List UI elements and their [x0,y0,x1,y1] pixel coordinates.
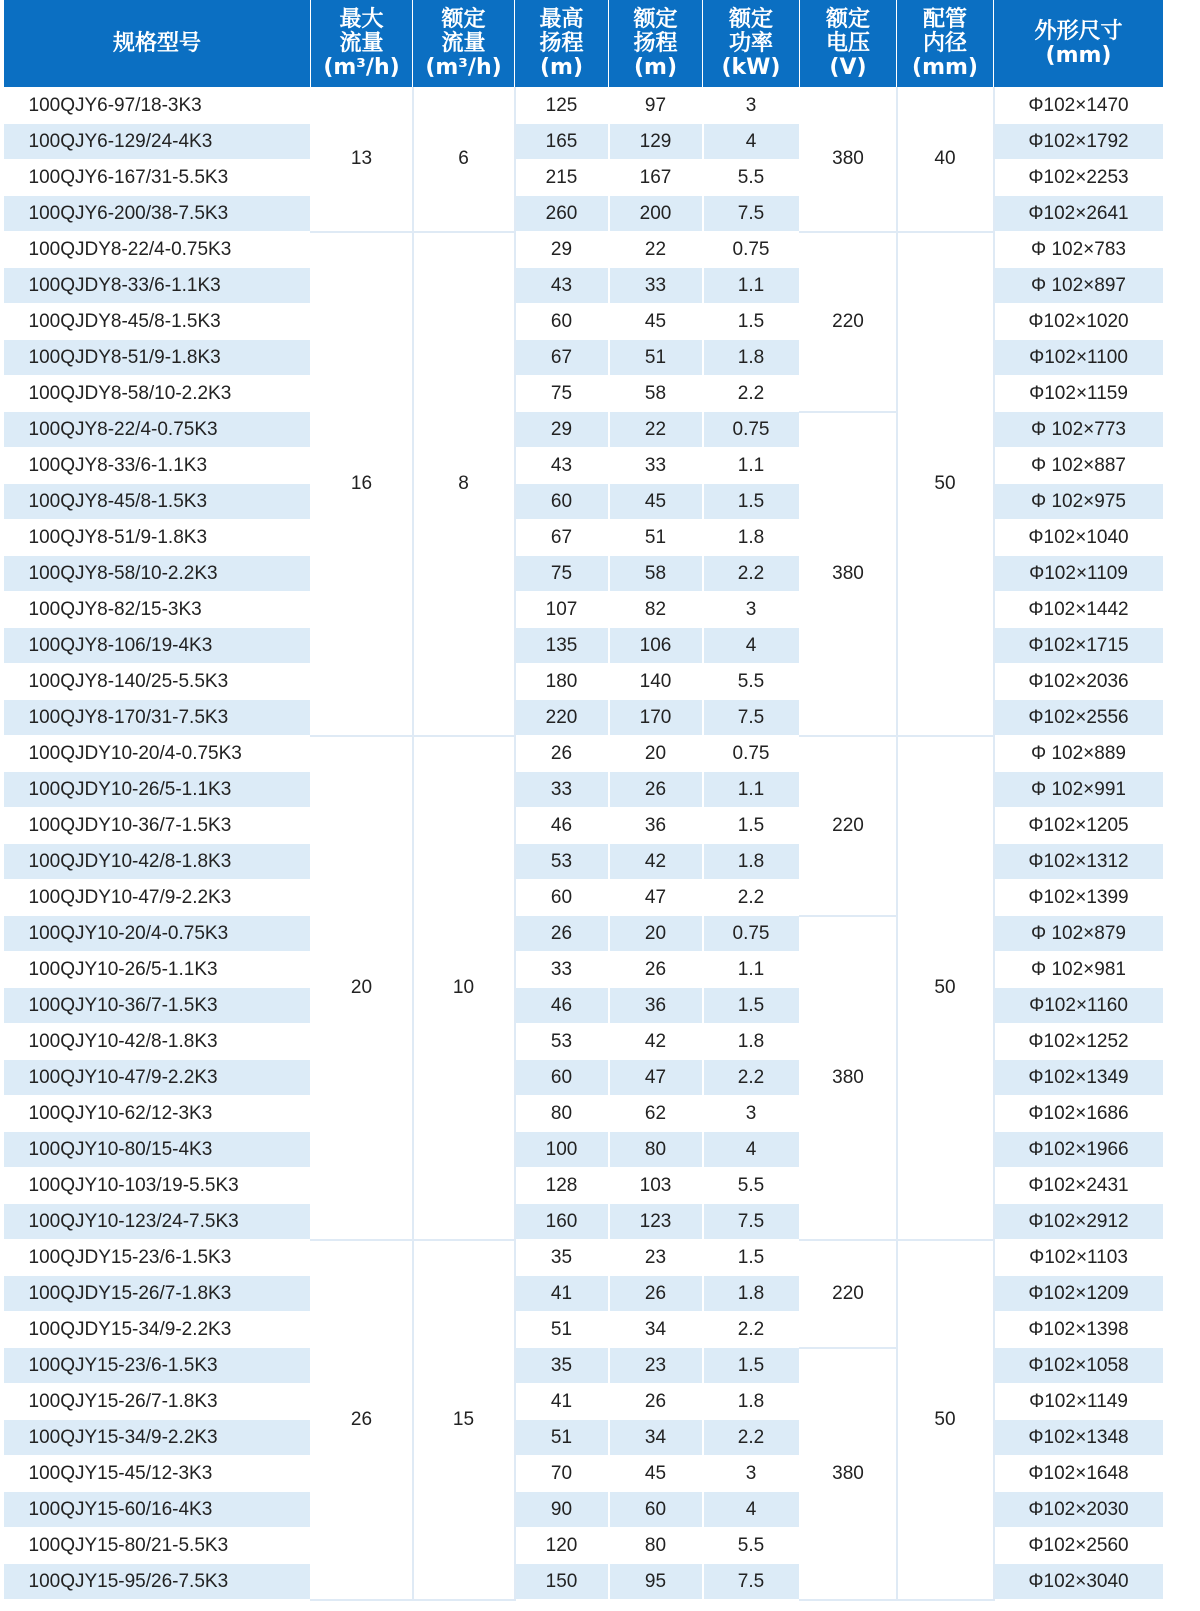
cell-rated-head: 47 [609,1060,703,1096]
cell-rated-power: 0.75 [703,412,800,448]
cell-rated-power: 7.5 [703,1204,800,1240]
cell-dimensions: Φ102×2560 [994,1528,1164,1564]
cell-model: 100QJDY8-45/8-1.5K3 [4,304,311,340]
cell-model: 100QJY10-26/5-1.1K3 [4,952,311,988]
cell-dimensions: Φ102×1159 [994,376,1164,412]
cell-model: 100QJY8-45/8-1.5K3 [4,484,311,520]
cell-max-head: 33 [515,952,609,988]
cell-model: 100QJY15-95/26-7.5K3 [4,1564,311,1600]
cell-rated-head: 47 [609,880,703,916]
cell-dimensions: Φ102×1149 [994,1384,1164,1420]
cell-model: 100QJY8-170/31-7.5K3 [4,700,311,736]
cell-pipe-diameter: 50 [897,1240,994,1600]
cell-max-head: 150 [515,1564,609,1600]
header-dimensions: 外形尺寸 (mm) [994,0,1164,88]
cell-dimensions: Φ102×1252 [994,1024,1164,1060]
cell-rated-power: 2.2 [703,556,800,592]
table-row [4,232,1164,268]
cell-dimensions: Φ102×1398 [994,1312,1164,1348]
cell-dimensions: Φ102×1792 [994,124,1164,160]
cell-model: 100QJDY10-26/5-1.1K3 [4,772,311,808]
cell-model: 100QJY10-36/7-1.5K3 [4,988,311,1024]
cell-rated-head: 22 [609,412,703,448]
cell-rated-head: 42 [609,844,703,880]
cell-rated-head: 123 [609,1204,703,1240]
cell-rated-head: 36 [609,988,703,1024]
cell-rated-power: 3 [703,88,800,124]
cell-max-head: 128 [515,1168,609,1204]
cell-rated-head: 42 [609,1024,703,1060]
cell-rated-voltage: 380 [800,916,897,1240]
table-row [4,88,1164,124]
cell-rated-head: 23 [609,1348,703,1384]
cell-rated-head: 167 [609,160,703,196]
cell-model: 100QJY6-200/38-7.5K3 [4,196,311,232]
cell-max-head: 215 [515,160,609,196]
cell-dimensions: Φ102×1312 [994,844,1164,880]
cell-dimensions: Φ102×1648 [994,1456,1164,1492]
cell-rated-head: 200 [609,196,703,232]
cell-rated-head: 106 [609,628,703,664]
cell-dimensions: Φ102×1470 [994,88,1164,124]
cell-model: 100QJY15-34/9-2.2K3 [4,1420,311,1456]
cell-model: 100QJDY15-26/7-1.8K3 [4,1276,311,1312]
cell-dimensions: Φ102×2036 [994,664,1164,700]
cell-model: 100QJY6-129/24-4K3 [4,124,311,160]
cell-rated-power: 1.5 [703,808,800,844]
cell-model: 100QJDY10-42/8-1.8K3 [4,844,311,880]
cell-rated-head: 62 [609,1096,703,1132]
cell-rated-power: 5.5 [703,1528,800,1564]
cell-max-head: 53 [515,1024,609,1060]
cell-model: 100QJDY8-22/4-0.75K3 [4,232,311,268]
cell-dimensions: Φ102×1209 [994,1276,1164,1312]
cell-rated-head: 23 [609,1240,703,1276]
cell-model: 100QJY10-20/4-0.75K3 [4,916,311,952]
cell-max-head: 70 [515,1456,609,1492]
cell-max-flow: 20 [311,736,413,1240]
spec-table [3,0,1165,1601]
cell-rated-power: 4 [703,1492,800,1528]
cell-max-head: 60 [515,484,609,520]
table-row [4,1240,1164,1276]
cell-rated-power: 7.5 [703,700,800,736]
cell-rated-power: 4 [703,124,800,160]
cell-rated-power: 1.1 [703,772,800,808]
cell-model: 100QJDY8-58/10-2.2K3 [4,376,311,412]
cell-dimensions: Φ102×2912 [994,1204,1164,1240]
cell-max-head: 51 [515,1420,609,1456]
cell-max-head: 26 [515,736,609,772]
cell-model: 100QJDY15-34/9-2.2K3 [4,1312,311,1348]
cell-rated-power: 7.5 [703,196,800,232]
cell-rated-power: 3 [703,592,800,628]
cell-max-head: 165 [515,124,609,160]
cell-model: 100QJY8-140/25-5.5K3 [4,664,311,700]
header-pipe-diameter: 配管 内径 (mm) [897,0,994,88]
cell-rated-power: 3 [703,1456,800,1492]
cell-model: 100QJY10-123/24-7.5K3 [4,1204,311,1240]
cell-rated-head: 20 [609,916,703,952]
cell-rated-head: 58 [609,556,703,592]
cell-rated-voltage: 220 [800,1240,897,1348]
cell-model: 100QJY8-51/9-1.8K3 [4,520,311,556]
cell-rated-flow: 6 [413,88,515,232]
header-model: 规格型号 [4,0,311,88]
table-body [4,88,1164,1600]
cell-rated-power: 1.8 [703,1384,800,1420]
cell-model: 100QJY10-103/19-5.5K3 [4,1168,311,1204]
cell-dimensions: Φ102×1715 [994,628,1164,664]
cell-rated-power: 1.1 [703,952,800,988]
cell-dimensions: Φ102×1100 [994,340,1164,376]
cell-max-head: 41 [515,1276,609,1312]
cell-max-head: 35 [515,1240,609,1276]
cell-max-head: 67 [515,340,609,376]
cell-max-flow: 13 [311,88,413,232]
cell-model: 100QJY8-106/19-4K3 [4,628,311,664]
cell-dimensions: Φ102×1020 [994,304,1164,340]
cell-model: 100QJDY8-51/9-1.8K3 [4,340,311,376]
cell-model: 100QJY8-33/6-1.1K3 [4,448,311,484]
cell-dimensions: Φ102×2641 [994,196,1164,232]
cell-rated-power: 1.5 [703,988,800,1024]
cell-rated-voltage: 220 [800,736,897,916]
cell-model: 100QJY15-45/12-3K3 [4,1456,311,1492]
cell-dimensions: Φ102×1348 [994,1420,1164,1456]
cell-rated-flow: 8 [413,232,515,736]
header-max-flow: 最大 流量 (m³/h) [311,0,413,88]
cell-rated-power: 0.75 [703,232,800,268]
cell-max-head: 160 [515,1204,609,1240]
cell-dimensions: Φ 102×773 [994,412,1164,448]
cell-rated-head: 51 [609,340,703,376]
cell-rated-head: 51 [609,520,703,556]
cell-rated-head: 45 [609,304,703,340]
header-row [4,0,1164,88]
cell-pipe-diameter: 40 [897,88,994,232]
cell-max-head: 53 [515,844,609,880]
cell-rated-power: 7.5 [703,1564,800,1600]
cell-max-head: 35 [515,1348,609,1384]
cell-max-head: 80 [515,1096,609,1132]
cell-rated-head: 34 [609,1420,703,1456]
cell-max-head: 107 [515,592,609,628]
cell-dimensions: Φ 102×889 [994,736,1164,772]
cell-model: 100QJY6-97/18-3K3 [4,88,311,124]
cell-rated-head: 129 [609,124,703,160]
cell-rated-power: 2.2 [703,880,800,916]
cell-rated-power: 5.5 [703,160,800,196]
cell-dimensions: Φ102×2431 [994,1168,1164,1204]
cell-rated-flow: 15 [413,1240,515,1600]
cell-dimensions: Φ 102×887 [994,448,1164,484]
cell-max-head: 41 [515,1384,609,1420]
cell-rated-head: 36 [609,808,703,844]
cell-dimensions: Φ102×1160 [994,988,1164,1024]
cell-rated-power: 1.5 [703,484,800,520]
cell-rated-head: 33 [609,268,703,304]
cell-rated-head: 60 [609,1492,703,1528]
cell-model: 100QJY15-80/21-5.5K3 [4,1528,311,1564]
cell-model: 100QJY8-82/15-3K3 [4,592,311,628]
cell-max-head: 29 [515,232,609,268]
cell-dimensions: Φ102×2030 [994,1492,1164,1528]
cell-max-head: 60 [515,1060,609,1096]
cell-rated-head: 20 [609,736,703,772]
cell-max-head: 220 [515,700,609,736]
cell-rated-power: 4 [703,628,800,664]
cell-dimensions: Φ 102×975 [994,484,1164,520]
cell-max-head: 43 [515,268,609,304]
cell-dimensions: Φ102×1040 [994,520,1164,556]
cell-rated-power: 2.2 [703,1420,800,1456]
header-rated-head: 额定 扬程 (m) [609,0,703,88]
cell-rated-power: 1.1 [703,268,800,304]
cell-model: 100QJDY10-47/9-2.2K3 [4,880,311,916]
cell-dimensions: Φ102×1442 [994,592,1164,628]
cell-dimensions: Φ102×1349 [994,1060,1164,1096]
cell-max-flow: 16 [311,232,413,736]
cell-model: 100QJDY8-33/6-1.1K3 [4,268,311,304]
cell-rated-power: 1.5 [703,1240,800,1276]
cell-model: 100QJY15-26/7-1.8K3 [4,1384,311,1420]
cell-max-head: 46 [515,988,609,1024]
cell-dimensions: Φ102×1103 [994,1240,1164,1276]
cell-dimensions: Φ 102×897 [994,268,1164,304]
cell-model: 100QJDY10-36/7-1.5K3 [4,808,311,844]
table-row [4,736,1164,772]
header-rated-power: 额定 功率 (kW) [703,0,800,88]
cell-dimensions: Φ102×1399 [994,880,1164,916]
cell-rated-head: 26 [609,1384,703,1420]
cell-max-head: 60 [515,304,609,340]
cell-max-head: 67 [515,520,609,556]
cell-dimensions: Φ102×3040 [994,1564,1164,1600]
cell-dimensions: Φ 102×783 [994,232,1164,268]
cell-rated-head: 26 [609,1276,703,1312]
cell-rated-head: 170 [609,700,703,736]
cell-model: 100QJY10-80/15-4K3 [4,1132,311,1168]
cell-rated-power: 1.8 [703,844,800,880]
cell-max-head: 29 [515,412,609,448]
cell-rated-power: 5.5 [703,664,800,700]
cell-dimensions: Φ102×1109 [994,556,1164,592]
cell-model: 100QJY10-47/9-2.2K3 [4,1060,311,1096]
cell-rated-power: 0.75 [703,736,800,772]
cell-model: 100QJY10-42/8-1.8K3 [4,1024,311,1060]
cell-dimensions: Φ102×1686 [994,1096,1164,1132]
cell-rated-head: 140 [609,664,703,700]
cell-rated-flow: 10 [413,736,515,1240]
cell-model: 100QJY6-167/31-5.5K3 [4,160,311,196]
cell-rated-head: 26 [609,952,703,988]
cell-rated-head: 26 [609,772,703,808]
cell-max-head: 75 [515,556,609,592]
header-max-head: 最高 扬程 (m) [515,0,609,88]
cell-dimensions: Φ102×1058 [994,1348,1164,1384]
cell-rated-power: 1.8 [703,340,800,376]
cell-max-head: 33 [515,772,609,808]
cell-rated-power: 0.75 [703,916,800,952]
cell-rated-power: 2.2 [703,1312,800,1348]
cell-rated-head: 45 [609,484,703,520]
cell-rated-power: 2.2 [703,1060,800,1096]
cell-model: 100QJY8-22/4-0.75K3 [4,412,311,448]
cell-model: 100QJDY15-23/6-1.5K3 [4,1240,311,1276]
cell-max-head: 75 [515,376,609,412]
cell-rated-head: 80 [609,1528,703,1564]
cell-rated-head: 22 [609,232,703,268]
cell-pipe-diameter: 50 [897,736,994,1240]
cell-rated-head: 58 [609,376,703,412]
cell-max-head: 26 [515,916,609,952]
cell-rated-power: 5.5 [703,1168,800,1204]
cell-max-head: 125 [515,88,609,124]
cell-dimensions: Φ102×2556 [994,700,1164,736]
cell-rated-power: 1.5 [703,1348,800,1384]
cell-dimensions: Φ102×1966 [994,1132,1164,1168]
cell-rated-power: 1.8 [703,520,800,556]
cell-rated-power: 4 [703,1132,800,1168]
cell-rated-voltage: 380 [800,412,897,736]
cell-rated-power: 2.2 [703,376,800,412]
cell-rated-voltage: 380 [800,1348,897,1600]
cell-rated-head: 80 [609,1132,703,1168]
cell-rated-voltage: 380 [800,88,897,232]
cell-rated-head: 95 [609,1564,703,1600]
cell-max-head: 60 [515,880,609,916]
cell-rated-head: 103 [609,1168,703,1204]
cell-rated-power: 1.8 [703,1024,800,1060]
cell-rated-head: 34 [609,1312,703,1348]
cell-rated-power: 3 [703,1096,800,1132]
cell-rated-voltage: 220 [800,232,897,412]
header-rated-flow: 额定 流量 (m³/h) [413,0,515,88]
cell-rated-head: 33 [609,448,703,484]
cell-max-head: 46 [515,808,609,844]
cell-max-head: 90 [515,1492,609,1528]
cell-pipe-diameter: 50 [897,232,994,736]
cell-model: 100QJY10-62/12-3K3 [4,1096,311,1132]
cell-max-head: 135 [515,628,609,664]
cell-dimensions: Φ102×2253 [994,160,1164,196]
cell-max-head: 100 [515,1132,609,1168]
header-rated-voltage: 额定 电压 (V) [800,0,897,88]
cell-rated-power: 1.8 [703,1276,800,1312]
cell-rated-power: 1.5 [703,304,800,340]
cell-max-head: 51 [515,1312,609,1348]
cell-rated-power: 1.1 [703,448,800,484]
cell-model: 100QJY15-23/6-1.5K3 [4,1348,311,1384]
cell-dimensions: Φ102×1205 [994,808,1164,844]
cell-dimensions: Φ 102×981 [994,952,1164,988]
cell-model: 100QJY8-58/10-2.2K3 [4,556,311,592]
cell-model: 100QJDY10-20/4-0.75K3 [4,736,311,772]
cell-dimensions: Φ 102×879 [994,916,1164,952]
cell-max-flow: 26 [311,1240,413,1600]
cell-max-head: 120 [515,1528,609,1564]
cell-rated-head: 82 [609,592,703,628]
cell-rated-head: 97 [609,88,703,124]
cell-max-head: 43 [515,448,609,484]
cell-model: 100QJY15-60/16-4K3 [4,1492,311,1528]
cell-rated-head: 45 [609,1456,703,1492]
cell-max-head: 180 [515,664,609,700]
cell-max-head: 260 [515,196,609,232]
cell-dimensions: Φ 102×991 [994,772,1164,808]
